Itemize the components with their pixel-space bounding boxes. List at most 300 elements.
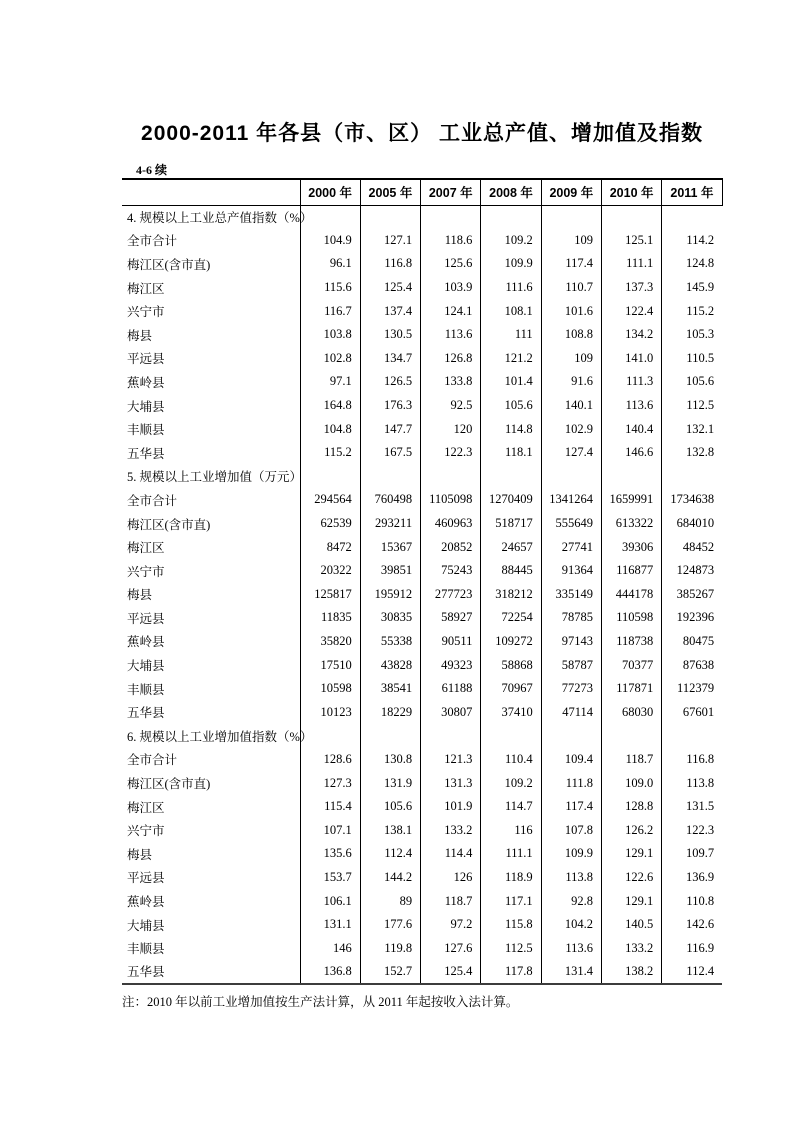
value-cell: 117.8 [481, 960, 541, 984]
value-cell: 117.1 [481, 889, 541, 913]
value-cell: 122.6 [601, 866, 661, 890]
table-row [122, 512, 722, 536]
empty-cell [662, 205, 722, 229]
value-cell: 48452 [662, 535, 722, 559]
value-cell: 124.8 [662, 252, 722, 276]
table-row [122, 535, 722, 559]
value-cell: 1734638 [662, 488, 722, 512]
value-cell: 105.6 [481, 394, 541, 418]
value-cell: 112.4 [360, 842, 420, 866]
table-row [122, 559, 722, 583]
value-cell: 115.8 [481, 913, 541, 937]
value-cell: 110598 [601, 606, 661, 630]
row-label: 兴宁市 [127, 564, 165, 579]
value-cell: 335149 [541, 583, 601, 607]
row-label: 丰顺县 [127, 682, 165, 697]
row-label: 大埔县 [127, 918, 165, 933]
value-cell: 124873 [662, 559, 722, 583]
value-cell: 127.4 [541, 441, 601, 465]
table-row [122, 936, 722, 960]
value-cell: 70377 [601, 653, 661, 677]
value-cell: 115.2 [300, 441, 360, 465]
value-cell: 140.5 [601, 913, 661, 937]
value-cell: 61188 [421, 677, 481, 701]
column-header-year-2008: 2008 年 [481, 179, 541, 205]
column-header-year-2010: 2010 年 [601, 179, 661, 205]
row-label: 梅江区(含市直) [127, 257, 211, 272]
value-cell: 97143 [541, 630, 601, 654]
value-cell: 131.5 [662, 795, 722, 819]
value-cell: 137.4 [360, 299, 420, 323]
value-cell: 112.5 [662, 394, 722, 418]
row-label: 梅江区 [127, 800, 165, 815]
value-cell: 142.6 [662, 913, 722, 937]
empty-cell [300, 465, 360, 489]
value-cell: 101.6 [541, 299, 601, 323]
row-label: 梅江区(含市直) [127, 517, 211, 532]
value-cell: 67601 [662, 700, 722, 724]
row-label: 丰顺县 [127, 423, 165, 438]
value-cell: 133.2 [421, 818, 481, 842]
table-row [122, 818, 722, 842]
value-cell: 113.6 [601, 394, 661, 418]
value-cell: 1341264 [541, 488, 601, 512]
empty-cell [541, 205, 601, 229]
table-row [122, 866, 722, 890]
value-cell: 111.8 [541, 771, 601, 795]
value-cell: 121.3 [421, 748, 481, 772]
value-cell: 130.8 [360, 748, 420, 772]
value-cell: 125817 [300, 583, 360, 607]
value-cell: 18229 [360, 700, 420, 724]
table-row [122, 771, 722, 795]
value-cell: 760498 [360, 488, 420, 512]
value-cell: 116.7 [300, 299, 360, 323]
value-cell: 131.9 [360, 771, 420, 795]
value-cell: 58787 [541, 653, 601, 677]
value-cell: 55338 [360, 630, 420, 654]
empty-cell [421, 205, 481, 229]
value-cell: 87638 [662, 653, 722, 677]
value-cell: 146.6 [601, 441, 661, 465]
value-cell: 10123 [300, 700, 360, 724]
value-cell: 109.4 [541, 748, 601, 772]
table-row [122, 441, 722, 465]
table-row [122, 394, 722, 418]
value-cell: 177.6 [360, 913, 420, 937]
value-cell: 122.3 [662, 818, 722, 842]
value-cell: 111 [481, 323, 541, 347]
value-cell: 118.7 [601, 748, 661, 772]
value-cell: 294564 [300, 488, 360, 512]
value-cell: 97.1 [300, 370, 360, 394]
value-cell: 47114 [541, 700, 601, 724]
value-cell: 109.2 [481, 229, 541, 253]
column-header-year-2000: 2000 年 [300, 179, 360, 205]
row-label: 丰顺县 [127, 942, 165, 957]
value-cell: 109 [541, 229, 601, 253]
value-cell: 20852 [421, 535, 481, 559]
value-cell: 117871 [601, 677, 661, 701]
value-cell: 39851 [360, 559, 420, 583]
value-cell: 27741 [541, 535, 601, 559]
value-cell: 164.8 [300, 394, 360, 418]
value-cell: 15367 [360, 535, 420, 559]
value-cell: 92.8 [541, 889, 601, 913]
table-row [122, 700, 722, 724]
row-label: 梅江区(含市直) [127, 777, 211, 792]
value-cell: 125.4 [360, 276, 420, 300]
value-cell: 116.8 [360, 252, 420, 276]
value-cell: 109.7 [662, 842, 722, 866]
value-cell: 107.1 [300, 818, 360, 842]
value-cell: 167.5 [360, 441, 420, 465]
row-label: 大埔县 [127, 659, 165, 674]
section-header-row [122, 205, 722, 229]
value-cell: 132.8 [662, 441, 722, 465]
table-row [122, 677, 722, 701]
value-cell: 110.4 [481, 748, 541, 772]
table-row [122, 370, 722, 394]
value-cell: 122.3 [421, 441, 481, 465]
empty-cell [421, 724, 481, 748]
value-cell: 112.4 [662, 960, 722, 984]
empty-cell [421, 465, 481, 489]
value-cell: 91364 [541, 559, 601, 583]
value-cell: 110.8 [662, 889, 722, 913]
value-cell: 118.6 [421, 229, 481, 253]
row-label: 蕉岭县 [127, 895, 165, 910]
value-cell: 121.2 [481, 347, 541, 371]
value-cell: 116877 [601, 559, 661, 583]
row-label: 蕉岭县 [127, 635, 165, 650]
value-cell: 39306 [601, 535, 661, 559]
value-cell: 138.1 [360, 818, 420, 842]
value-cell: 555649 [541, 512, 601, 536]
value-cell: 176.3 [360, 394, 420, 418]
value-cell: 103.8 [300, 323, 360, 347]
value-cell: 43828 [360, 653, 420, 677]
value-cell: 102.9 [541, 417, 601, 441]
value-cell: 127.3 [300, 771, 360, 795]
value-cell: 120 [421, 417, 481, 441]
table-row [122, 299, 722, 323]
section-header: 6. 规模以上工业增加值指数（%） [127, 729, 313, 744]
row-label: 兴宁市 [127, 824, 165, 839]
value-cell: 109.2 [481, 771, 541, 795]
empty-cell [541, 724, 601, 748]
value-cell: 116.8 [662, 748, 722, 772]
value-cell: 460963 [421, 512, 481, 536]
section-header-row [122, 724, 722, 748]
row-label: 兴宁市 [127, 305, 165, 320]
value-cell: 129.1 [601, 889, 661, 913]
value-cell: 10598 [300, 677, 360, 701]
value-cell: 130.5 [360, 323, 420, 347]
value-cell: 11835 [300, 606, 360, 630]
value-cell: 17510 [300, 653, 360, 677]
footnote: 注：2010 年以前工业增加值按生产法计算，从 2011 年起按收入法计算。 [122, 995, 519, 1009]
value-cell: 147.7 [360, 417, 420, 441]
value-cell: 104.8 [300, 417, 360, 441]
table-row [122, 583, 722, 607]
value-cell: 140.1 [541, 394, 601, 418]
empty-cell [541, 465, 601, 489]
value-cell: 152.7 [360, 960, 420, 984]
value-cell: 106.1 [300, 889, 360, 913]
value-cell: 134.7 [360, 347, 420, 371]
value-cell: 146 [300, 936, 360, 960]
value-cell: 125.6 [421, 252, 481, 276]
value-cell: 1105098 [421, 488, 481, 512]
value-cell: 110.7 [541, 276, 601, 300]
row-label: 全市合计 [127, 753, 178, 768]
value-cell: 127.1 [360, 229, 420, 253]
section-header: 5. 规模以上工业增加值（万元） [127, 470, 303, 485]
value-cell: 131.1 [300, 913, 360, 937]
value-cell: 113.6 [541, 936, 601, 960]
value-cell: 116.9 [662, 936, 722, 960]
value-cell: 129.1 [601, 842, 661, 866]
value-cell: 131.4 [541, 960, 601, 984]
empty-cell [662, 724, 722, 748]
value-cell: 444178 [601, 583, 661, 607]
value-cell: 112379 [662, 677, 722, 701]
value-cell: 104.9 [300, 229, 360, 253]
empty-cell [360, 205, 420, 229]
value-cell: 133.2 [601, 936, 661, 960]
value-cell: 111.6 [481, 276, 541, 300]
value-cell: 131.3 [421, 771, 481, 795]
value-cell: 113.6 [421, 323, 481, 347]
value-cell: 115.4 [300, 795, 360, 819]
value-cell: 613322 [601, 512, 661, 536]
value-cell: 109272 [481, 630, 541, 654]
value-cell: 135.6 [300, 842, 360, 866]
table-row [122, 347, 722, 371]
value-cell: 37410 [481, 700, 541, 724]
value-cell: 128.8 [601, 795, 661, 819]
value-cell: 114.2 [662, 229, 722, 253]
value-cell: 145.9 [662, 276, 722, 300]
value-cell: 126.8 [421, 347, 481, 371]
value-cell: 144.2 [360, 866, 420, 890]
value-cell: 97.2 [421, 913, 481, 937]
table-row [122, 488, 722, 512]
value-cell: 114.4 [421, 842, 481, 866]
table-row [122, 276, 722, 300]
value-cell: 101.9 [421, 795, 481, 819]
row-label: 平远县 [127, 871, 165, 886]
value-cell: 385267 [662, 583, 722, 607]
value-cell: 109 [541, 347, 601, 371]
table-header-row [122, 179, 722, 205]
value-cell: 30807 [421, 700, 481, 724]
value-cell: 119.8 [360, 936, 420, 960]
row-label: 五华县 [127, 446, 165, 461]
empty-cell [601, 465, 661, 489]
value-cell: 124.1 [421, 299, 481, 323]
value-cell: 113.8 [662, 771, 722, 795]
value-cell: 127.6 [421, 936, 481, 960]
value-cell: 80475 [662, 630, 722, 654]
column-header-year-2009: 2009 年 [541, 179, 601, 205]
value-cell: 117.4 [541, 252, 601, 276]
value-cell: 195912 [360, 583, 420, 607]
empty-cell [481, 205, 541, 229]
value-cell: 110.5 [662, 347, 722, 371]
row-label: 梅江区 [127, 281, 165, 296]
value-cell: 114.7 [481, 795, 541, 819]
row-label: 大埔县 [127, 399, 165, 414]
row-label: 平远县 [127, 352, 165, 367]
value-cell: 684010 [662, 512, 722, 536]
column-header-year-2005: 2005 年 [360, 179, 420, 205]
value-cell: 138.2 [601, 960, 661, 984]
value-cell: 90511 [421, 630, 481, 654]
value-cell: 102.8 [300, 347, 360, 371]
row-label: 梅县 [127, 328, 153, 343]
value-cell: 105.3 [662, 323, 722, 347]
value-cell: 108.1 [481, 299, 541, 323]
column-header-year-2007: 2007 年 [421, 179, 481, 205]
value-cell: 117.4 [541, 795, 601, 819]
value-cell: 137.3 [601, 276, 661, 300]
value-cell: 132.1 [662, 417, 722, 441]
value-cell: 105.6 [360, 795, 420, 819]
value-cell: 109.0 [601, 771, 661, 795]
table-body [122, 205, 722, 984]
value-cell: 126 [421, 866, 481, 890]
value-cell: 105.6 [662, 370, 722, 394]
value-cell: 24657 [481, 535, 541, 559]
column-header-year-2011: 2011 年 [662, 179, 722, 205]
value-cell: 8472 [300, 535, 360, 559]
empty-cell [360, 724, 420, 748]
value-cell: 128.6 [300, 748, 360, 772]
value-cell: 112.5 [481, 936, 541, 960]
table-row [122, 630, 722, 654]
value-cell: 89 [360, 889, 420, 913]
value-cell: 101.4 [481, 370, 541, 394]
value-cell: 108.8 [541, 323, 601, 347]
row-label: 平远县 [127, 611, 165, 626]
value-cell: 20322 [300, 559, 360, 583]
value-cell: 318212 [481, 583, 541, 607]
value-cell: 115.2 [662, 299, 722, 323]
value-cell: 72254 [481, 606, 541, 630]
value-cell: 118.1 [481, 441, 541, 465]
value-cell: 134.2 [601, 323, 661, 347]
table-row [122, 229, 722, 253]
value-cell: 118.7 [421, 889, 481, 913]
empty-cell [360, 465, 420, 489]
value-cell: 125.1 [601, 229, 661, 253]
row-label: 蕉岭县 [127, 375, 165, 390]
value-cell: 115.6 [300, 276, 360, 300]
value-cell: 107.8 [541, 818, 601, 842]
row-label: 五华县 [127, 706, 165, 721]
value-cell: 136.8 [300, 960, 360, 984]
value-cell: 104.2 [541, 913, 601, 937]
corner-cell [122, 179, 300, 205]
value-cell: 77273 [541, 677, 601, 701]
value-cell: 111.1 [481, 842, 541, 866]
value-cell: 1270409 [481, 488, 541, 512]
row-label: 五华县 [127, 965, 165, 980]
value-cell: 92.5 [421, 394, 481, 418]
table-row [122, 748, 722, 772]
row-label: 梅县 [127, 847, 153, 862]
value-cell: 35820 [300, 630, 360, 654]
value-cell: 38541 [360, 677, 420, 701]
value-cell: 122.4 [601, 299, 661, 323]
value-cell: 91.6 [541, 370, 601, 394]
value-cell: 78785 [541, 606, 601, 630]
table-row [122, 960, 722, 984]
empty-cell [481, 724, 541, 748]
row-label: 梅县 [127, 588, 153, 603]
table-continuation-label: 4-6 续 [136, 163, 167, 177]
table-row [122, 417, 722, 441]
value-cell: 103.9 [421, 276, 481, 300]
empty-cell [662, 465, 722, 489]
row-label: 全市合计 [127, 234, 178, 249]
value-cell: 68030 [601, 700, 661, 724]
value-cell: 153.7 [300, 866, 360, 890]
table-row [122, 795, 722, 819]
value-cell: 141.0 [601, 347, 661, 371]
value-cell: 88445 [481, 559, 541, 583]
value-cell: 518717 [481, 512, 541, 536]
value-cell: 113.8 [541, 866, 601, 890]
table-row [122, 252, 722, 276]
table-row [122, 889, 722, 913]
table-row [122, 913, 722, 937]
value-cell: 70967 [481, 677, 541, 701]
value-cell: 111.1 [601, 252, 661, 276]
value-cell: 136.9 [662, 866, 722, 890]
value-cell: 277723 [421, 583, 481, 607]
value-cell: 96.1 [300, 252, 360, 276]
page-title: 2000-2011 年各县（市、区） 工业总产值、增加值及指数 [141, 122, 703, 145]
value-cell: 140.4 [601, 417, 661, 441]
table-row [122, 323, 722, 347]
value-cell: 1659991 [601, 488, 661, 512]
value-cell: 126.5 [360, 370, 420, 394]
value-cell: 126.2 [601, 818, 661, 842]
value-cell: 49323 [421, 653, 481, 677]
value-cell: 30835 [360, 606, 420, 630]
table-row [122, 606, 722, 630]
statistics-table [122, 178, 723, 985]
value-cell: 116 [481, 818, 541, 842]
empty-cell [481, 465, 541, 489]
value-cell: 118.9 [481, 866, 541, 890]
value-cell: 293211 [360, 512, 420, 536]
value-cell: 118738 [601, 630, 661, 654]
value-cell: 109.9 [541, 842, 601, 866]
table-row [122, 842, 722, 866]
row-label: 梅江区 [127, 541, 165, 556]
value-cell: 58927 [421, 606, 481, 630]
value-cell: 192396 [662, 606, 722, 630]
value-cell: 133.8 [421, 370, 481, 394]
value-cell: 58868 [481, 653, 541, 677]
value-cell: 125.4 [421, 960, 481, 984]
value-cell: 109.9 [481, 252, 541, 276]
row-label: 全市合计 [127, 493, 178, 508]
